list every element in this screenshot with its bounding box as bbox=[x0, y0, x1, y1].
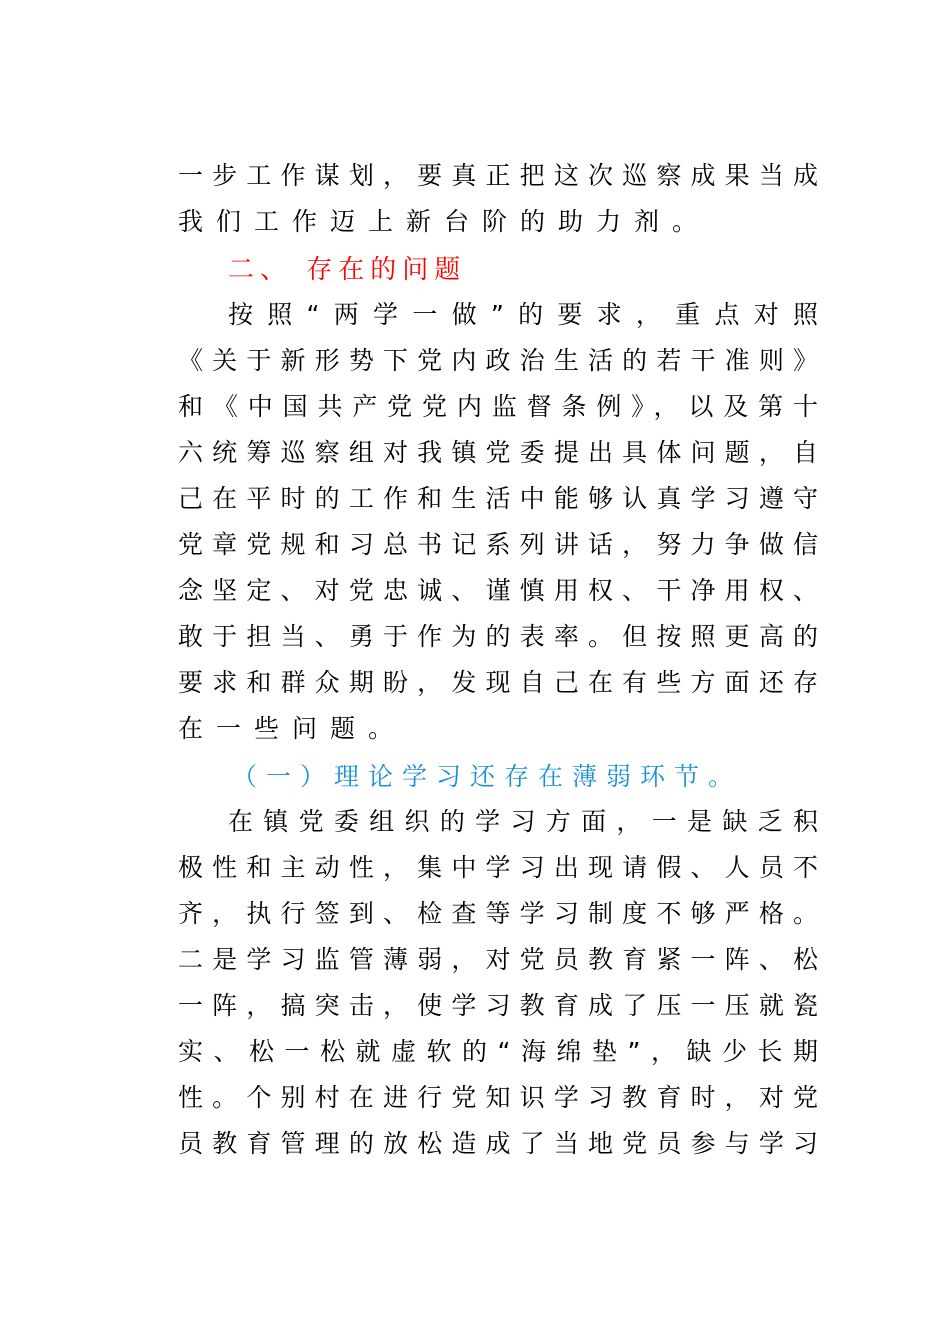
paragraph-line: 二是学习监管薄弱，对党员教育紧一阵、松 bbox=[178, 945, 818, 974]
paragraph-line: 在一些问题。 bbox=[178, 714, 407, 743]
paragraph-line: 《关于新形势下党内政治生活的若干准则》 bbox=[178, 346, 818, 375]
paragraph-line: 在镇党委组织的学习方面，一是缺乏积 bbox=[228, 807, 818, 836]
paragraph-line: 党章党规和习总书记系列讲话，努力争做信 bbox=[178, 530, 818, 559]
paragraph-line: 敢于担当、勇于作为的表率。但按照更高的 bbox=[178, 622, 818, 651]
paragraph-line: 齐，执行签到、检查等学习制度不够严格。 bbox=[178, 899, 818, 928]
text-line: 我们工作迈上新台阶的助力剂。 bbox=[178, 207, 711, 236]
paragraph-line: 性。个别村在进行党知识学习教育时，对党 bbox=[178, 1083, 818, 1112]
paragraph-line: 六统筹巡察组对我镇党委提出具体问题，自 bbox=[178, 438, 818, 467]
section-heading: 二、 存在的问题 bbox=[228, 255, 467, 285]
text-line: 一步工作谋划，要真正把这次巡察成果当成 bbox=[178, 161, 818, 190]
paragraph-line: 和《中国共产党党内监督条例》，以及第十 bbox=[178, 392, 818, 421]
paragraph-line: 员教育管理的放松造成了当地党员参与学习 bbox=[178, 1129, 818, 1158]
paragraph-line: 一阵，搞突击，使学习教育成了压一压就瓷 bbox=[178, 991, 818, 1020]
paragraph-line: 念坚定、对党忠诚、谨慎用权、干净用权、 bbox=[178, 576, 818, 605]
paragraph-line: 按照“两学一做”的要求，重点对照 bbox=[228, 300, 818, 329]
paragraph-line: 己在平时的工作和生活中能够认真学习遵守 bbox=[178, 484, 818, 513]
paragraph-line: 要求和群众期盼，发现自己在有些方面还存 bbox=[178, 668, 818, 697]
paragraph-line: 实、松一松就虚软的“海绵垫”，缺少长期 bbox=[178, 1037, 818, 1066]
subheading: （一）理论学习还存在薄弱环节。 bbox=[232, 762, 743, 791]
paragraph-line: 极性和主动性，集中学习出现请假、人员不 bbox=[178, 853, 818, 882]
